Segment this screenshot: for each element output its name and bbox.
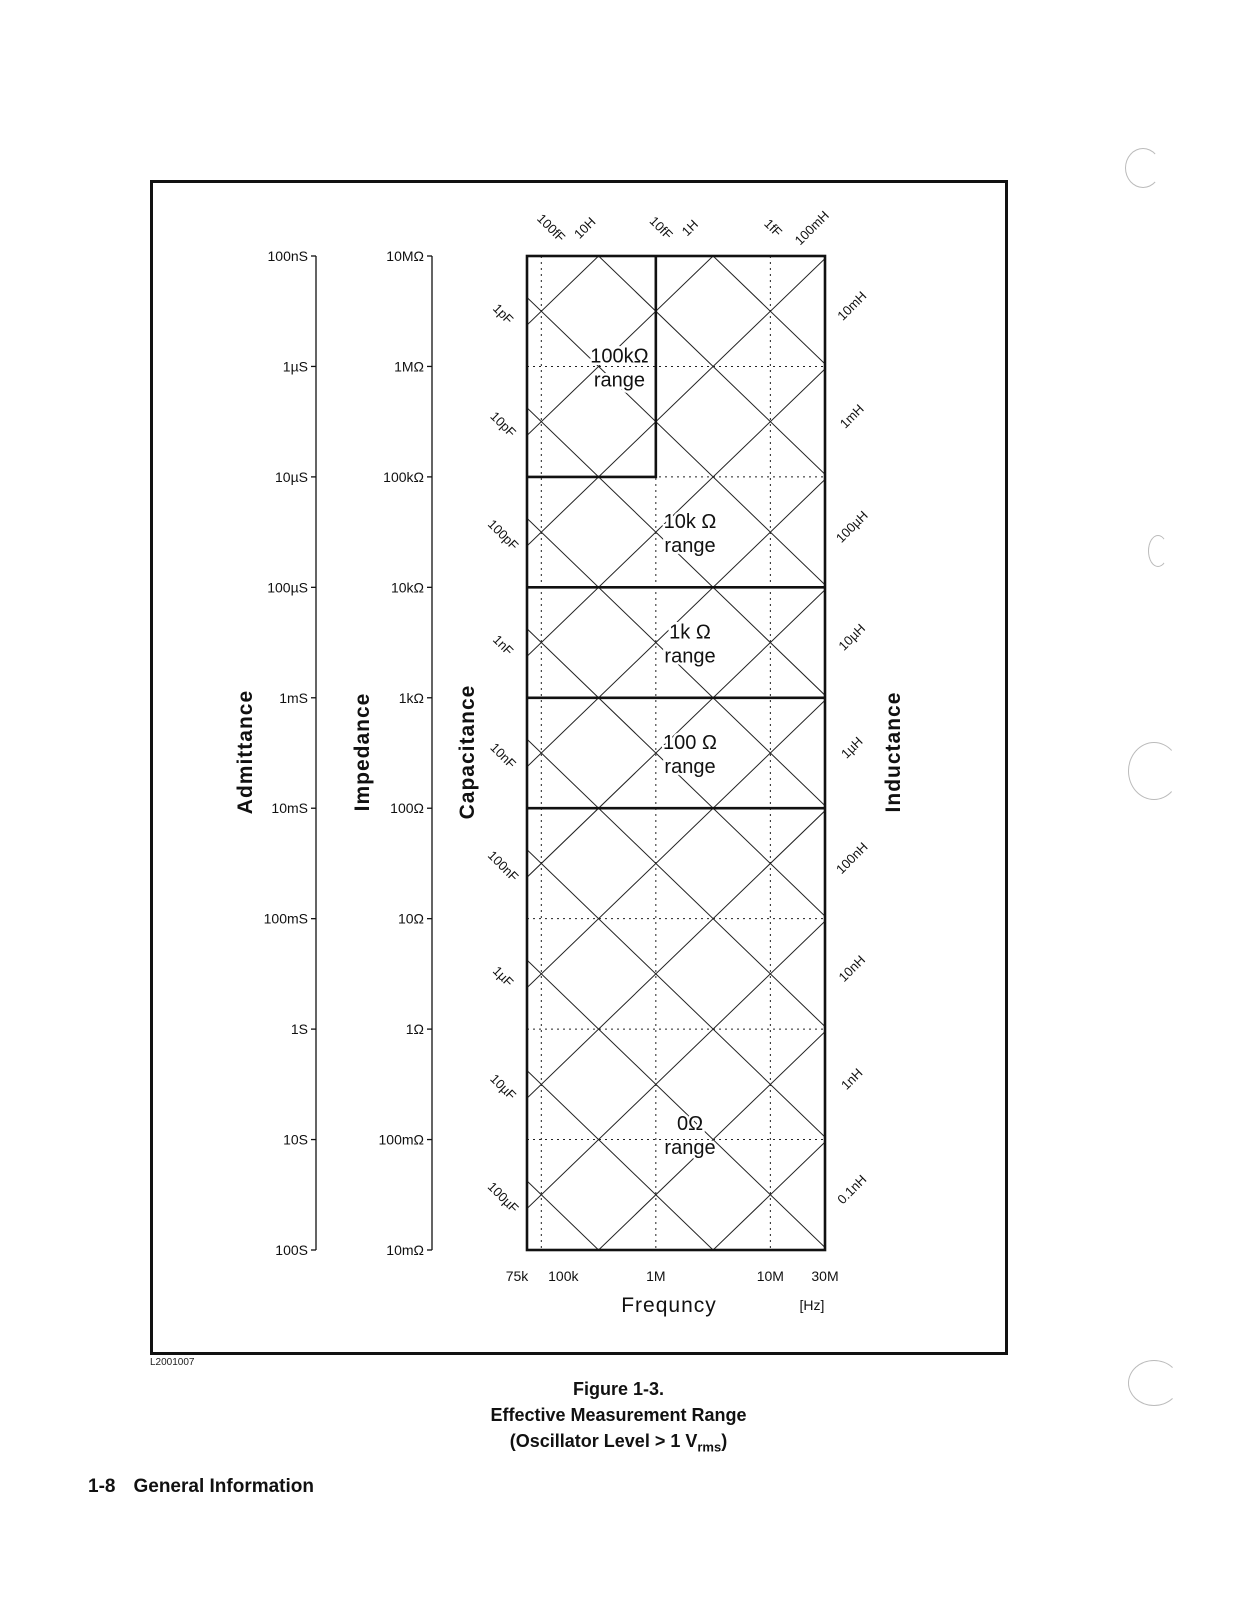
freq-tick-label: 10M [756, 1268, 784, 1284]
admittance-tick-label: 100mS [263, 910, 308, 927]
range-label: range [664, 756, 716, 778]
impedance-tick-label: 10MΩ [386, 248, 424, 264]
scan-mark [1148, 535, 1168, 567]
capacitance-label: 100µF [484, 1178, 522, 1216]
capacitance-title: Capacitance [456, 684, 479, 820]
range-label: 100kΩ [590, 345, 649, 368]
inductance-top-label: 10H [571, 214, 599, 242]
section-title: General Information [133, 1476, 314, 1497]
capacitance-label: 100nF [484, 847, 522, 885]
condition-text: (Oscillator Level > 1 V [509, 1431, 698, 1451]
scan-mark [1128, 1360, 1180, 1406]
x-axis-title: Frequncy [621, 1294, 717, 1317]
impedance-tick-label: 1Ω [405, 1021, 424, 1038]
range-label: 0Ω [676, 1113, 704, 1136]
range-label: range [664, 1137, 716, 1160]
range-label: 100 Ω [663, 732, 717, 754]
capacitance-label: 1nF [489, 631, 517, 659]
inductance-label: 100nH [832, 839, 871, 877]
capacitance-top-label: 1fF [761, 215, 786, 240]
capacitance-label: 10pF [487, 408, 519, 441]
admittance-tick-label: 10µS [275, 468, 308, 485]
inductance-label: 10µH [835, 620, 869, 654]
scan-mark [1128, 742, 1180, 800]
freq-tick-label: 75k [505, 1268, 529, 1284]
inductance-label: 100µH [832, 507, 871, 546]
admittance-tick-label: 10mS [271, 800, 308, 817]
impedance-tick-label: 1kΩ [398, 689, 424, 706]
freq-tick-label: 1M [646, 1268, 666, 1284]
admittance-title: Admittance [234, 689, 257, 815]
impedance-tick-label: 10mΩ [386, 1242, 424, 1258]
inductance-label: 1mH [836, 401, 867, 432]
range-label: range [593, 369, 645, 392]
figure-condition [0, 1428, 1237, 1461]
capacitance-label: 10nF [487, 739, 519, 772]
impedance-tick-label: 100Ω [390, 800, 424, 817]
admittance-tick-label: 1mS [279, 689, 308, 706]
figure-label: Figure 1-3. [572, 1379, 665, 1399]
inductance-line [301, 0, 1237, 1600]
inductance-top-label: 1H [678, 216, 701, 239]
inductance-title: Inductance [882, 691, 905, 813]
inductance-top-label: 100mH [791, 207, 832, 248]
admittance-tick-label: 10S [283, 1131, 308, 1148]
capacitance-label: 1µF [489, 963, 517, 990]
capacitance-line [301, 0, 1237, 1600]
inductance-label: 10mH [834, 288, 870, 324]
inductance-label: 1nH [838, 1065, 866, 1093]
capacitance-label: 1pF [489, 300, 517, 328]
impedance-tick-label: 10kΩ [390, 579, 424, 596]
impedance-title: Impedance [351, 692, 374, 812]
inductance-label: 10nH [835, 952, 869, 985]
inductance-label: 1µH [837, 733, 866, 762]
condition-end: ) [721, 1431, 728, 1451]
freq-tick-label: 100k [548, 1268, 579, 1284]
capacitance-label: 100pF [484, 516, 522, 554]
scan-mark [1125, 148, 1161, 188]
range-label: 1k Ω [669, 621, 711, 644]
impedance-tick-label: 10Ω [397, 910, 424, 927]
inductance-line [187, 0, 1237, 1600]
admittance-tick-label: 100nS [267, 248, 308, 264]
impedance-tick-label: 1MΩ [394, 358, 424, 375]
freq-tick-label: 30M [811, 1268, 839, 1284]
admittance-tick-label: 100S [275, 1242, 308, 1258]
range-label: range [664, 645, 716, 668]
condition-sub: rms [697, 1439, 722, 1455]
x-axis-unit: [Hz] [799, 1297, 825, 1313]
figure-title: Effective Measurement Range [490, 1405, 747, 1425]
inductance-label: 0.1nH [834, 1171, 870, 1207]
capacitance-label: 10µF [487, 1071, 520, 1103]
impedance-tick-label: 100mΩ [378, 1131, 424, 1148]
range-label: range [664, 535, 716, 558]
impedance-tick-label: 100kΩ [383, 468, 424, 485]
capacitance-line [416, 0, 1237, 1600]
range-label: 10k Ω [663, 511, 717, 534]
figure-id: L2001007 [150, 1357, 195, 1368]
capacitance-top-label: 100fF [534, 210, 569, 245]
capacitance-line [187, 0, 1237, 1600]
page-number: 1-8 [88, 1476, 116, 1497]
admittance-tick-label: 1S [290, 1021, 308, 1038]
inductance-line [416, 0, 1237, 1600]
admittance-tick-label: 100µS [267, 579, 308, 596]
admittance-tick-label: 1µS [282, 358, 308, 375]
page-footer [88, 1476, 314, 1498]
capacitance-top-label: 10fF [646, 213, 676, 243]
